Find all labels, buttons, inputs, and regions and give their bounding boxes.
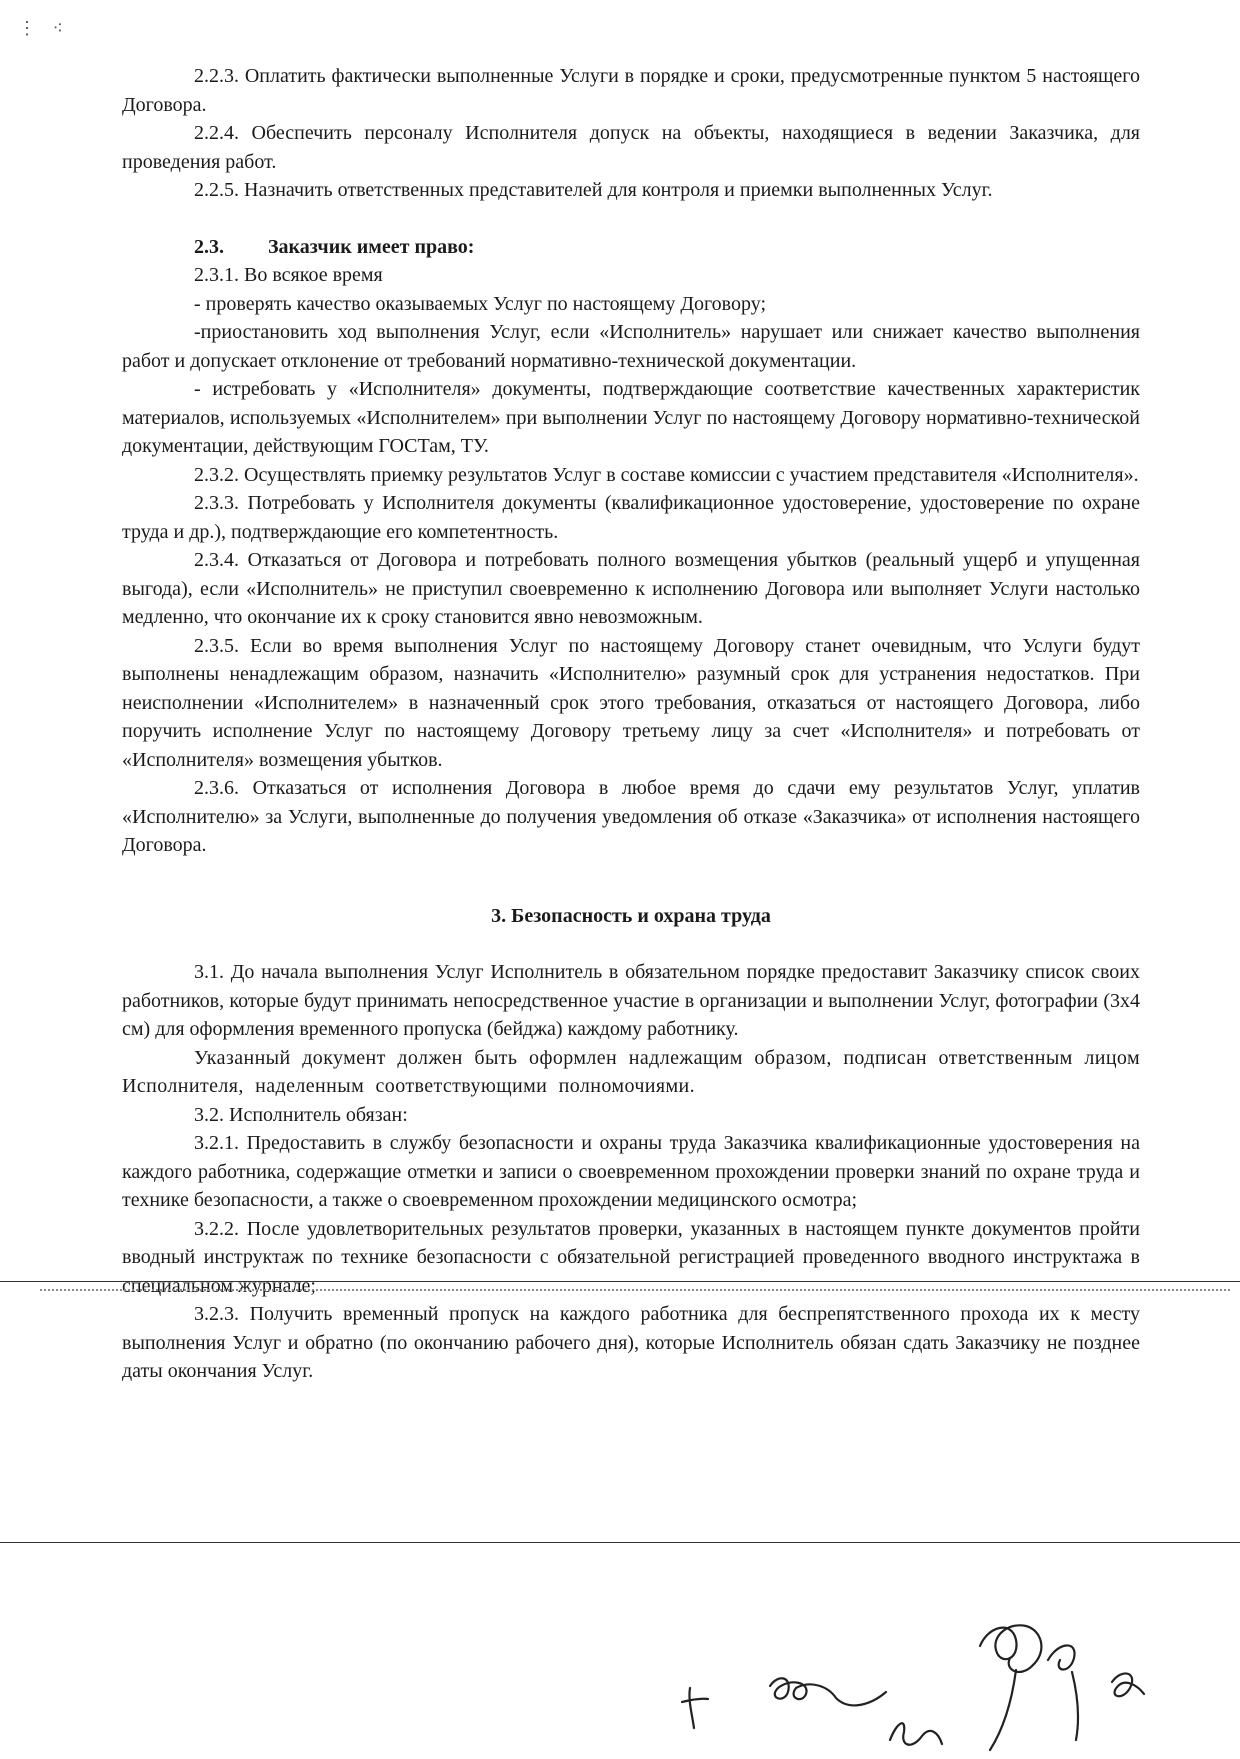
clause-2-3-4: 2.3.4. Отказаться от Договора и потребовать полного возмещения убытков (реальный ущерб и упущенная выгода), если «Исполнитель» не приступил своевременно к исполнению Договора или выполняет Услуги настолько медленно, что окончание их к сроку становится явно невозможным.	[122, 549, 1140, 628]
scan-specks: ⋮ ⁖	[18, 18, 70, 38]
clause-3-2-1: 3.2.1. Предоставить в службу безопасности и охраны труда Заказчика квалификационные удостоверения на каждого работника, содержащие отметки и записи о своевременном прохождении проверки знаний по охране труда и технике безопасности, а также о своевременном прохождении медицинского осмотра;	[122, 1132, 1140, 1211]
clause-2-2-3: 2.2.3. Оплатить фактически выполненные Услуги в порядке и сроки, предусмотренные пунктом 5 настоящего Договора.	[122, 65, 1140, 116]
clause-3-2-2: 3.2.2. После удовлетворительных результатов проверки, указанных в настоящем пункте документов пройти вводный инструктаж по технике безопасности с обязательной регистрацией проведенного вводного инструктажа в специальном журнале;	[122, 1217, 1140, 1297]
clause-2-3-2: 2.3.2. Осуществлять приемку результатов Услуг в составе комиссии с участием представителя «Исполнителя».	[194, 463, 1139, 486]
clause-3-2: 3.2. Исполнитель обязан:	[194, 1103, 408, 1126]
scan-line	[0, 1542, 1240, 1543]
clause-2-3-1: 2.3.1. Во всякое время	[194, 264, 383, 286]
spacer	[122, 205, 1140, 233]
clause-2-3-number: 2.3.	[194, 235, 224, 258]
clause-2-3-1-item-check: - проверять качество оказываемых Услуг по настоящему Договору;	[194, 292, 767, 315]
scan-dotted-line	[40, 1289, 1230, 1291]
clause-2-3-1-item-suspend: -приостановить ход выполнения Услуг, если «Исполнитель» нарушает или снижает качество выполнения работ и допускает отклонение от требований нормативно-технической документации.	[122, 321, 1140, 372]
spacer	[122, 930, 1140, 958]
spacer	[122, 888, 1140, 902]
clause-3-2-3: 3.2.3. Получить временный пропуск на каждого работника для беспрепятственного прохода их к месту выполнения Услуг и обратно (по окончанию рабочего дня), которые Исполнитель обязан сдать Заказчику не позднее даты окончания Услуг.	[122, 1303, 1140, 1382]
clause-2-3-6: 2.3.6. Отказаться от исполнения Договора в любое время до сдачи ему результатов Услуг, уплатив «Исполнителю» за Услуги, выполненные до получения уведомления об отказе «Заказчика» от исполнения настоящего Договора.	[122, 777, 1140, 856]
clause-2-3-title: Заказчик имеет право:	[268, 235, 475, 258]
clause-2-3-1-item-request: - истребовать у «Исполнителя» документы, подтверждающие соответствие качественных характеристик материалов, используемых «Исполнителем» при выполнении Услуг по настоящему Договору нормативно-технической документации, действующим ГОСТам, ТУ.	[122, 378, 1140, 457]
signatures-icon	[660, 1600, 1240, 1754]
clause-2-3-5: 2.3.5. Если во время выполнения Услуг по настоящему Договору станет очевидным, что Услуги будут выполнены ненадлежащим образом, назначить «Исполнителю» разумный срок для устранения недостатков. При неисполнении «Исполнителем» в назначенный срок этого требования, отказаться от настоящего Договора, либо поручить исполнение Услуг по настоящему Договору третьему лицу за счет «Исполнителя» и потребовать от «Исполнителя» возмещения убытков.	[122, 634, 1140, 771]
clause-2-2-4: 2.2.4. Обеспечить персоналу Исполнителя допуск на объекты, находящиеся в ведении Заказчика, для проведения работ.	[122, 122, 1140, 173]
clause-3-1-note: Указанный документ должен быть оформлен надлежащим образом, подписан ответственным лицом Исполнителя, наделенным соответствующими полномочиями.	[122, 1046, 1140, 1097]
clause-2-3-3: 2.3.3. Потребовать у Исполнителя документы (квалификационное удостоверение, удостоверение по охране труда и др.), подтверждающие его компетентность.	[122, 492, 1140, 543]
clause-2-3-heading	[122, 233, 1140, 262]
clause-2-2-5: 2.2.5. Назначить ответственных представителей для контроля и приемки выполненных Услуг.	[194, 179, 993, 201]
clause-3-1: 3.1. До начала выполнения Услуг Исполнитель в обязательном порядке предоставит Заказчику список своих работников, которые будут принимать непосредственное участие в организации и выполнении Услуг, фотографии (3х4 см) для оформления временного пропуска (бейджа) каждому работнику.	[122, 961, 1140, 1040]
section-3-title: 3. Безопасность и охрана труда	[491, 904, 771, 927]
spacer	[122, 860, 1140, 888]
scan-line	[0, 1281, 1240, 1282]
document-body	[122, 62, 1140, 1386]
